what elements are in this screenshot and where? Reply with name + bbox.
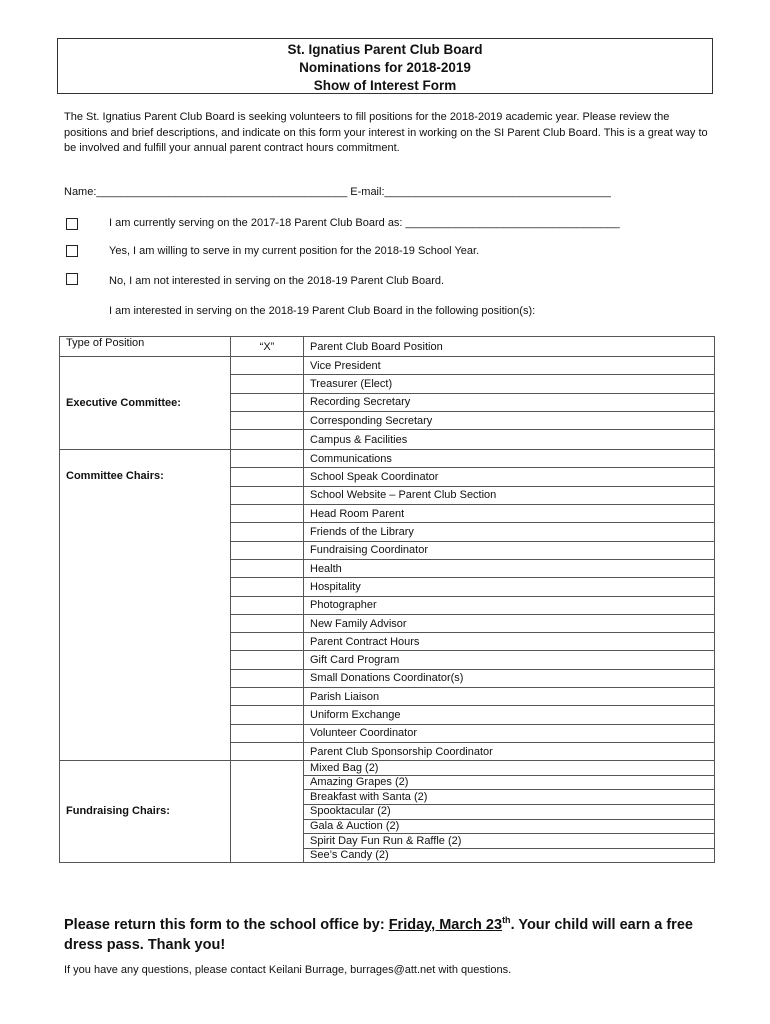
position-cell: Hospitality [304,578,715,596]
position-cell: School Speak Coordinator [304,468,715,486]
x-cell[interactable] [231,724,304,742]
position-cell: Corresponding Secretary [304,411,715,429]
position-cell: Spirit Day Fun Run & Raffle (2) [304,834,715,849]
position-cell: Vice President [304,357,715,375]
position-cell: School Website – Parent Club Section [304,486,715,504]
interest-line: I am interested in serving on the 2018-19 Parent Club Board in the following position(s): [109,305,536,317]
position-cell: Fundraising Coordinator [304,541,715,559]
return-suffix: . Your child will earn a free dress pass. Thank you! [64,916,693,953]
table-row [60,761,715,776]
header-type: Type of Position [60,337,231,357]
position-cell: Volunteer Coordinator [304,724,715,742]
x-cell[interactable] [231,761,304,863]
x-cell[interactable] [231,669,304,687]
position-cell: Mixed Bag (2) [304,761,715,776]
intro-paragraph: The St. Ignatius Parent Club Board is seeking volunteers to fill positions for the 2018-2019 academic year. Please review the positions and brief descriptions, and indicate on this form your interest in working on the SI Parent Club Board. This is a great way to be involved and fulfill your annual parent contract hours commitment. [64,111,708,154]
x-cell[interactable] [231,430,304,450]
position-cell: Head Room Parent [304,505,715,523]
table-row [60,357,715,375]
table-row [60,450,715,468]
return-instructions [64,910,724,955]
x-cell[interactable] [231,375,304,393]
checkbox-currently-serving[interactable] [66,218,78,230]
table-header-row [60,337,715,357]
x-cell[interactable] [231,559,304,577]
x-cell[interactable] [231,578,304,596]
return-deadline: Friday, March 23 [388,916,503,933]
form-title-box [57,38,713,94]
header-position: Parent Club Board Position [304,337,715,357]
contact-line: If you have any questions, please contact Keilani Burrage, burrages@att.net with questions. [64,964,512,976]
x-cell[interactable] [231,633,304,651]
position-cell: Health [304,559,715,577]
x-cell[interactable] [231,411,304,429]
x-cell[interactable] [231,706,304,724]
x-cell[interactable] [231,541,304,559]
position-cell: Small Donations Coordinator(s) [304,669,715,687]
position-cell: Uniform Exchange [304,706,715,724]
position-cell: Gift Card Program [304,651,715,669]
option-currently-serving: I am currently serving on the 2017-18 Parent Club Board as: ___________________________________ [109,217,620,229]
x-cell[interactable] [231,523,304,541]
x-cell[interactable] [231,468,304,486]
x-cell[interactable] [231,486,304,504]
checkbox-not-interested[interactable] [66,273,78,285]
return-prefix: Please return this form to the school office by: [64,916,389,933]
position-cell: Parish Liaison [304,688,715,706]
header-x: “X” [231,337,304,357]
group-fundraising-chairs: Fundraising Chairs: [60,761,231,863]
position-cell: Photographer [304,596,715,614]
option-willing-to-serve: Yes, I am willing to serve in my current position for the 2018-19 School Year. [109,245,480,257]
x-cell[interactable] [231,357,304,375]
x-cell[interactable] [231,688,304,706]
group-committee-chairs: Committee Chairs: [60,450,231,761]
positions-table [59,336,715,863]
position-cell: Breakfast with Santa (2) [304,790,715,805]
position-cell: Parent Club Sponsorship Coordinator [304,742,715,760]
x-cell[interactable] [231,614,304,632]
checkbox-willing-to-serve[interactable] [66,245,78,257]
x-cell[interactable] [231,450,304,468]
return-deadline-suffix: th [502,915,511,925]
title-line-3: Show of Interest Form [313,78,457,93]
name-email-line[interactable]: Name:_________________________________________ E-mail:_____________________________________ [64,186,611,198]
position-cell: Friends of the Library [304,523,715,541]
x-cell[interactable] [231,651,304,669]
position-cell: Campus & Facilities [304,430,715,450]
position-cell: See’s Candy (2) [304,848,715,863]
title-line-2: Nominations for 2018-2019 [299,60,471,75]
position-cell: Recording Secretary [304,393,715,411]
position-cell: Amazing Grapes (2) [304,775,715,790]
x-cell[interactable] [231,742,304,760]
position-cell: Gala & Auction (2) [304,819,715,834]
group-executive-committee: Executive Committee: [60,357,231,450]
title-line-1: St. Ignatius Parent Club Board [287,42,483,57]
option-not-interested: No, I am not interested in serving on the 2018-19 Parent Club Board. [109,275,445,287]
x-cell[interactable] [231,393,304,411]
x-cell[interactable] [231,505,304,523]
x-cell[interactable] [231,596,304,614]
position-cell: Parent Contract Hours [304,633,715,651]
position-cell: Spooktacular (2) [304,805,715,820]
position-cell: Treasurer (Elect) [304,375,715,393]
position-cell: New Family Advisor [304,614,715,632]
position-cell: Communications [304,450,715,468]
